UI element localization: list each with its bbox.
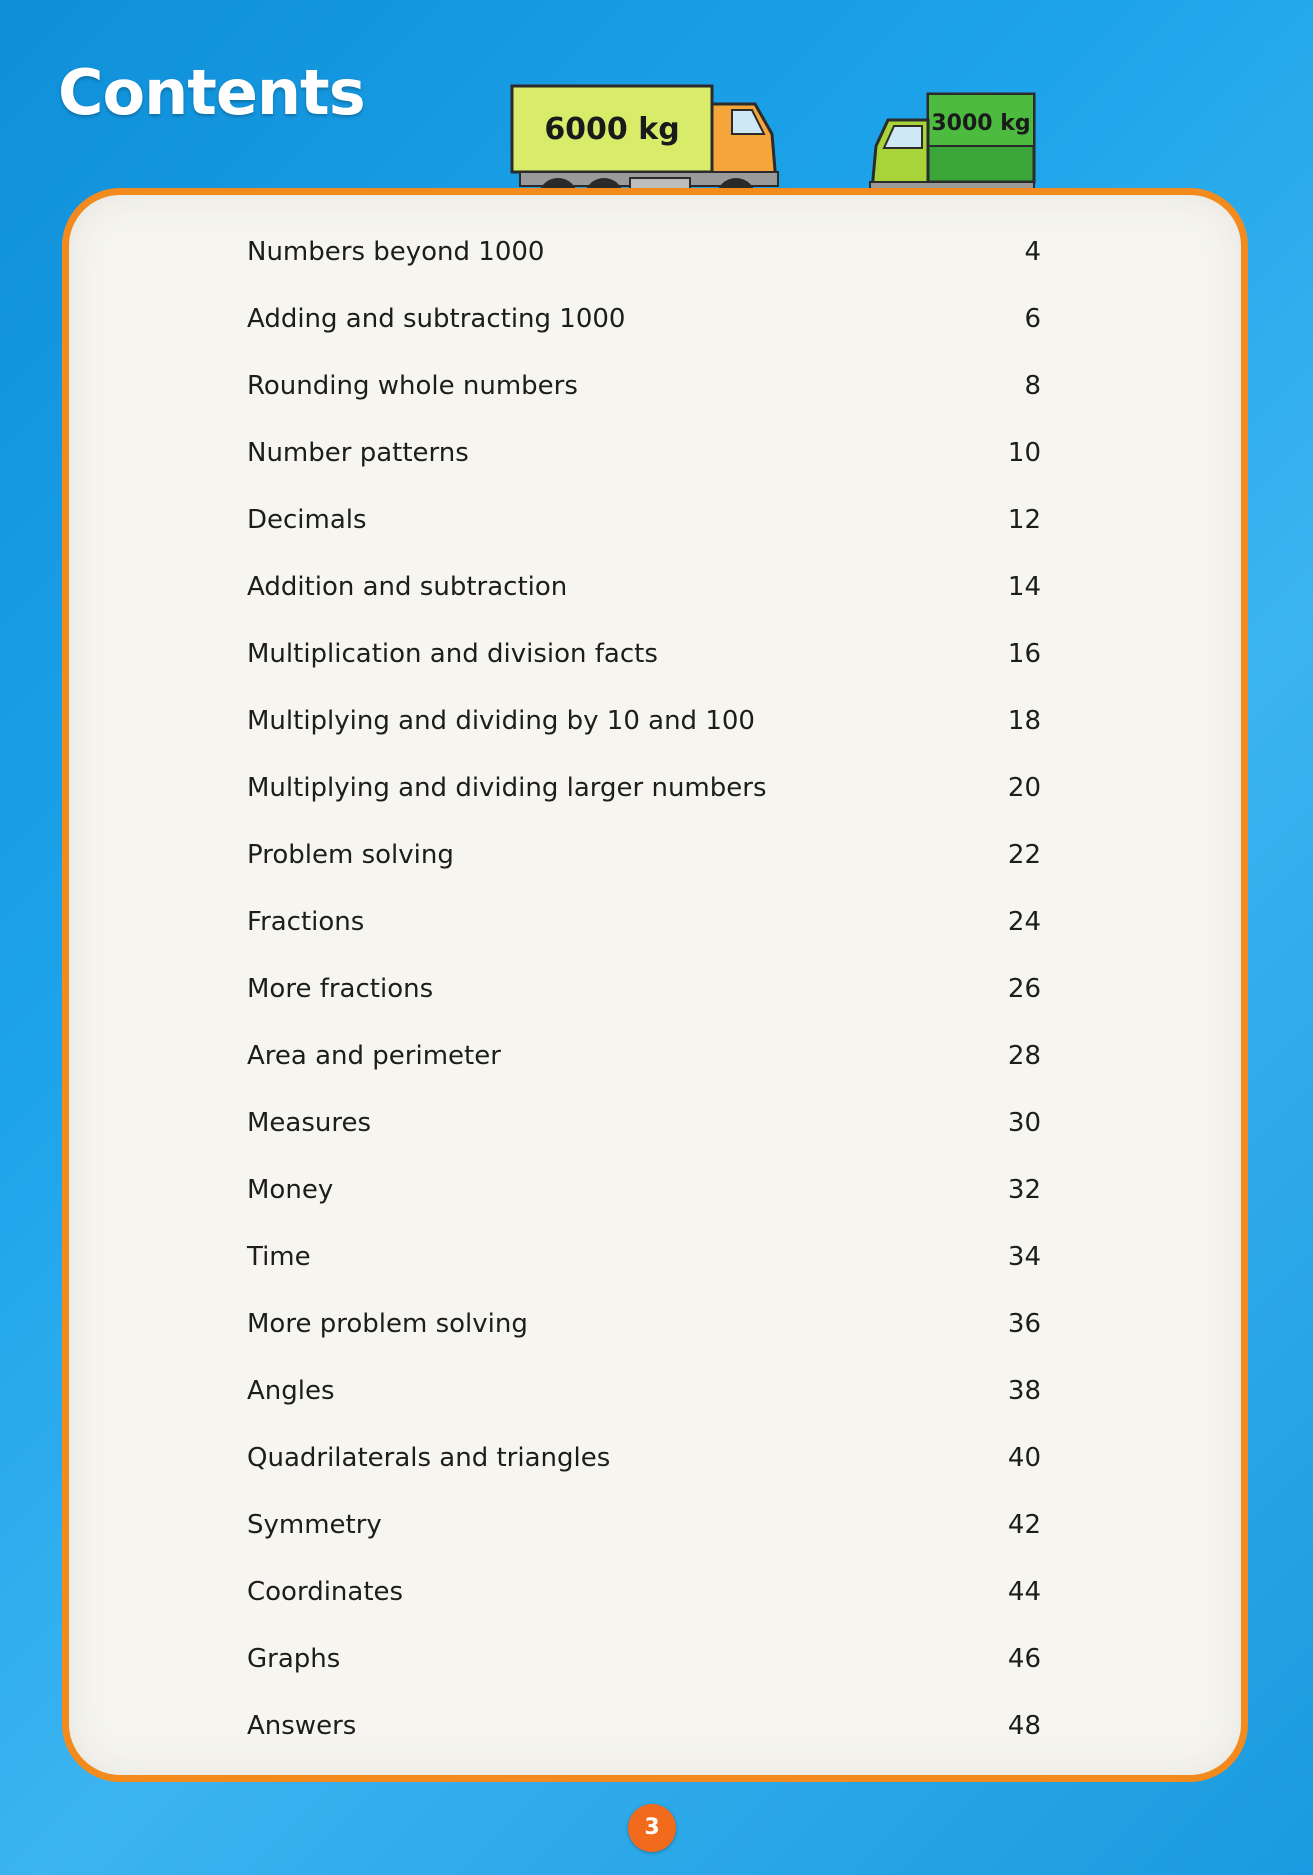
toc-title: Number patterns bbox=[247, 438, 469, 468]
toc-page-number: 6 bbox=[1024, 304, 1041, 334]
toc-title: Time bbox=[247, 1242, 311, 1272]
toc-page-number: 48 bbox=[1007, 1711, 1041, 1741]
toc-row[interactable] bbox=[69, 1577, 1241, 1617]
toc-page-number: 28 bbox=[1007, 1041, 1041, 1071]
toc-title: Coordinates bbox=[247, 1577, 404, 1607]
toc-row[interactable] bbox=[69, 1510, 1241, 1550]
toc-title: Area and perimeter bbox=[247, 1041, 501, 1071]
toc-title: Numbers beyond 1000 bbox=[247, 237, 545, 267]
toc-title: Answers bbox=[247, 1711, 357, 1741]
toc-page-number: 12 bbox=[1007, 505, 1041, 535]
page-title: Contents bbox=[58, 56, 365, 129]
toc-row[interactable] bbox=[69, 1242, 1241, 1282]
toc-title: Multiplying and dividing by 10 and 100 bbox=[247, 706, 755, 736]
toc-page-number: 34 bbox=[1007, 1242, 1041, 1272]
toc-page-number: 46 bbox=[1007, 1644, 1041, 1674]
toc-row[interactable] bbox=[69, 907, 1241, 947]
page-number-badge: 3 bbox=[628, 1804, 676, 1852]
toc-page-number: 30 bbox=[1007, 1108, 1041, 1138]
toc-page-number: 20 bbox=[1007, 773, 1041, 803]
toc-title: Rounding whole numbers bbox=[247, 371, 578, 401]
toc-title: Addition and subtraction bbox=[247, 572, 568, 602]
toc-title: More problem solving bbox=[247, 1309, 528, 1339]
toc-row[interactable] bbox=[69, 639, 1241, 679]
toc-row[interactable] bbox=[69, 1443, 1241, 1483]
toc-row[interactable] bbox=[69, 1644, 1241, 1684]
toc-page-number: 40 bbox=[1007, 1443, 1041, 1473]
toc-title: More fractions bbox=[247, 974, 434, 1004]
toc-row[interactable] bbox=[69, 1309, 1241, 1349]
toc-title: Adding and subtracting 1000 bbox=[247, 304, 626, 334]
toc-page-number: 32 bbox=[1007, 1175, 1041, 1205]
toc-row[interactable] bbox=[69, 1711, 1241, 1751]
toc-row[interactable] bbox=[69, 438, 1241, 478]
toc-title: Graphs bbox=[247, 1644, 341, 1674]
toc-title: Decimals bbox=[247, 505, 367, 535]
toc-page-number: 16 bbox=[1007, 639, 1041, 669]
toc-row[interactable] bbox=[69, 706, 1241, 746]
toc-row[interactable] bbox=[69, 1108, 1241, 1148]
contents-panel bbox=[62, 188, 1248, 1782]
toc-title: Multiplying and dividing larger numbers bbox=[247, 773, 767, 803]
toc-title: Multiplication and division facts bbox=[247, 639, 658, 669]
toc-row[interactable] bbox=[69, 974, 1241, 1014]
toc-page-number: 18 bbox=[1007, 706, 1041, 736]
toc-row[interactable] bbox=[69, 1175, 1241, 1215]
toc-row[interactable] bbox=[69, 371, 1241, 411]
toc-title: Fractions bbox=[247, 907, 365, 937]
toc-page-number: 26 bbox=[1007, 974, 1041, 1004]
toc-page-number: 24 bbox=[1007, 907, 1041, 937]
toc-page-number: 44 bbox=[1007, 1577, 1041, 1607]
small-truck-label: 3000 kg bbox=[931, 111, 1031, 136]
toc-row[interactable] bbox=[69, 1376, 1241, 1416]
toc-title: Measures bbox=[247, 1108, 372, 1138]
toc-row[interactable] bbox=[69, 773, 1241, 813]
toc-page-number: 10 bbox=[1007, 438, 1041, 468]
toc-page-number: 42 bbox=[1007, 1510, 1041, 1540]
toc-row[interactable] bbox=[69, 572, 1241, 612]
toc-title: Money bbox=[247, 1175, 334, 1205]
big-truck-label: 6000 kg bbox=[544, 112, 680, 147]
toc-page-number: 38 bbox=[1007, 1376, 1041, 1406]
toc-row[interactable] bbox=[69, 1041, 1241, 1081]
toc-page-number: 36 bbox=[1007, 1309, 1041, 1339]
toc-title: Quadrilaterals and triangles bbox=[247, 1443, 611, 1473]
toc-row[interactable] bbox=[69, 237, 1241, 277]
toc-title: Problem solving bbox=[247, 840, 454, 870]
toc-page-number: 4 bbox=[1024, 237, 1041, 267]
toc-title: Symmetry bbox=[247, 1510, 382, 1540]
toc-row[interactable] bbox=[69, 840, 1241, 880]
toc-page-number: 8 bbox=[1024, 371, 1041, 401]
toc-row[interactable] bbox=[69, 304, 1241, 344]
toc-page-number: 22 bbox=[1007, 840, 1041, 870]
toc-page-number: 14 bbox=[1007, 572, 1041, 602]
toc-row[interactable] bbox=[69, 505, 1241, 545]
toc-title: Angles bbox=[247, 1376, 335, 1406]
